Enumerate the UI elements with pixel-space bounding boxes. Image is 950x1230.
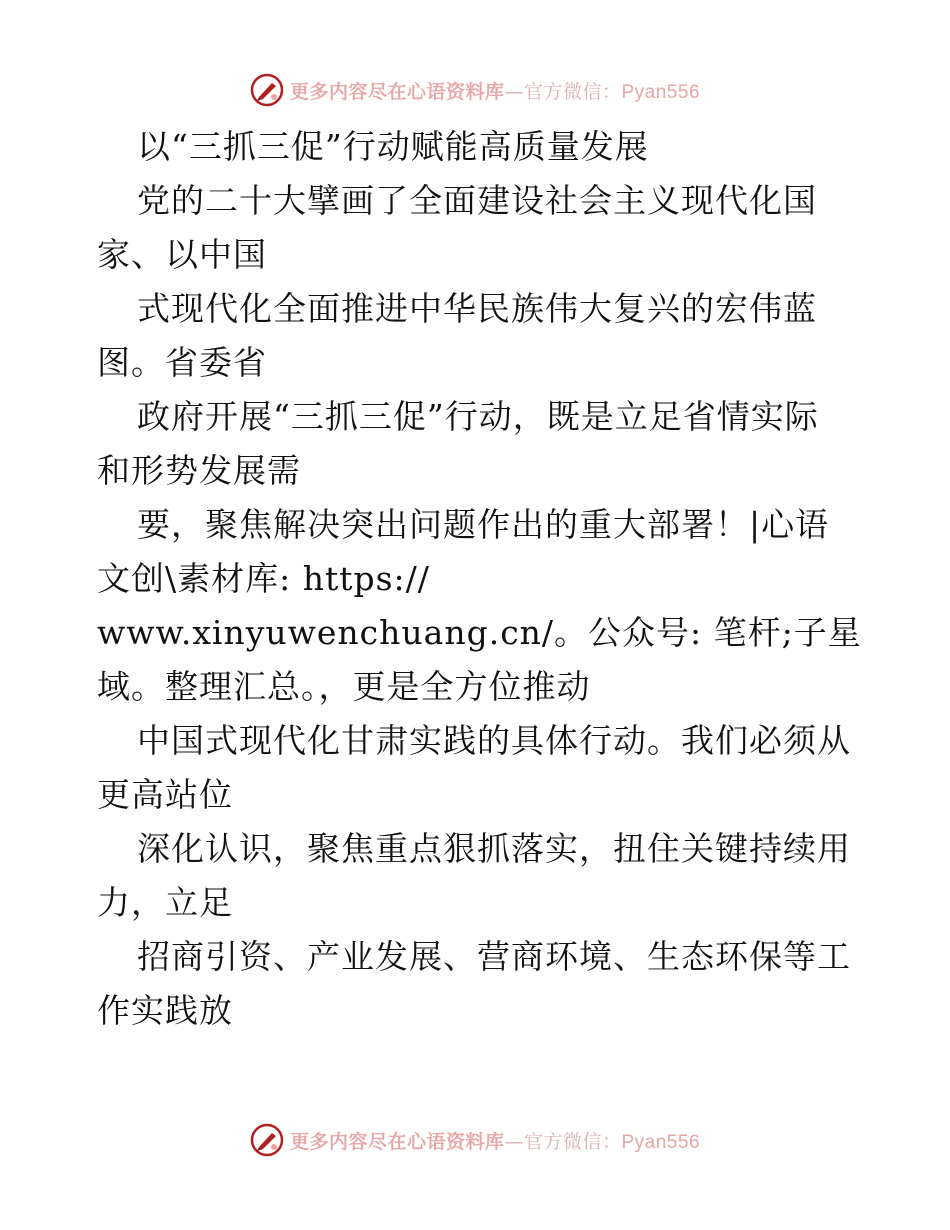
header-banner-main: 更多内容尽在心语资料库 <box>289 80 505 103</box>
header-banner <box>0 70 950 110</box>
paragraph-line: 党的二十大擘画了全面建设社会主义现代化国 <box>137 181 817 220</box>
paragraph-line: www.xinyuwenchuang.cn/。公众号: 笔杆;子星 <box>97 613 862 652</box>
paragraph-line: 政府开展“三抓三促”行动，既是立足省情实际 <box>137 397 819 436</box>
footer-banner-content <box>250 1123 700 1157</box>
paragraph-line: 家、以中国 <box>97 235 267 274</box>
paragraph-line: 式现代化全面推进中华民族伟大复兴的宏伟蓝 <box>137 289 817 328</box>
paragraph-line: 招商引资、产业发展、营商环境、生态环保等工 <box>137 937 851 976</box>
document-title: 以“三抓三促”行动赋能高质量发展 <box>137 127 649 166</box>
paragraph-line: 中国式现代化甘肃实践的具体行动。我们必须从 <box>137 721 851 760</box>
footer-banner-wechat: Pyan556 <box>621 1131 701 1153</box>
paragraph-line: 域。整理汇总。，更是全方位推动 <box>97 667 591 706</box>
footer-banner-main: 更多内容尽在心语资料库 <box>289 1130 505 1153</box>
paragraph-line: 和形势发展需 <box>97 451 301 490</box>
header-banner-text <box>290 77 700 104</box>
logo-icon <box>250 1123 284 1157</box>
header-banner-content <box>250 73 700 107</box>
paragraph-line: 作实践放 <box>97 991 233 1030</box>
footer-banner-text <box>290 1127 700 1154</box>
paragraph-line: 要，聚焦解决突出问题作出的重大部署！|心语 <box>137 505 830 544</box>
header-banner-sub: —官方微信： <box>504 80 622 103</box>
paragraph-line: 深化认识，聚焦重点狠抓落实，扭住关键持续用 <box>137 829 851 868</box>
footer-banner <box>0 1120 950 1160</box>
header-banner-wechat: Pyan556 <box>621 81 701 103</box>
document-body <box>97 120 867 1038</box>
paragraph-line: 图。省委省 <box>97 343 267 382</box>
paragraph-line: 文创\素材库: https:// <box>97 559 430 598</box>
logo-icon <box>250 73 284 107</box>
footer-banner-sub: —官方微信： <box>504 1130 622 1153</box>
paragraph-line: 更高站位 <box>97 775 233 814</box>
paragraph-line: 力，立足 <box>97 883 233 922</box>
